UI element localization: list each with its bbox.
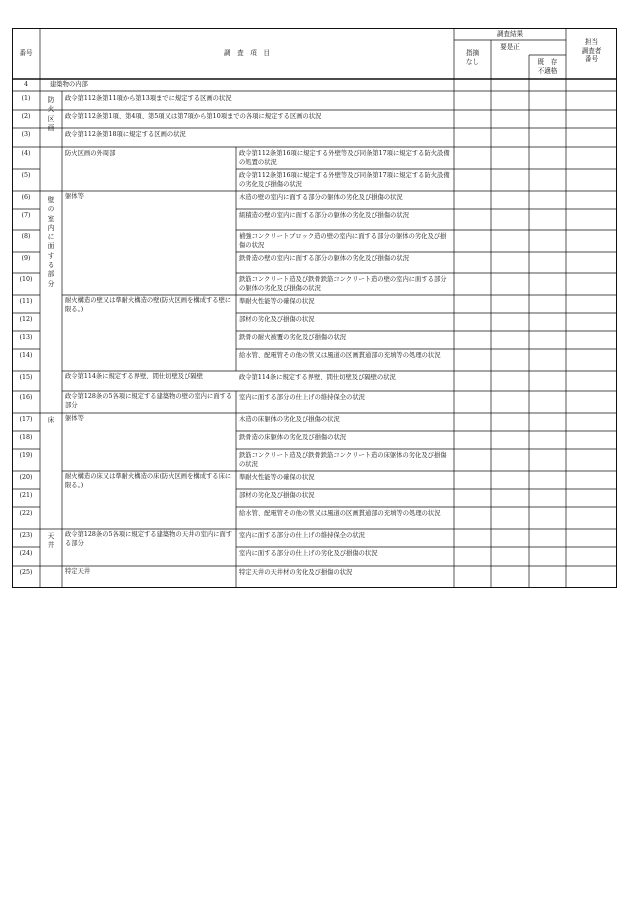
row-number: (3)	[21, 131, 31, 138]
row-item: 組積造の壁の室内に面する部分の躯体の劣化及び損傷の状況	[239, 212, 410, 219]
row-item: 室内に面する部分の仕上げの劣化及び損傷の状況	[239, 550, 378, 557]
row-item: 鉄骨造の壁の室内に面する部分の躯体の劣化及び損傷の状況	[239, 255, 410, 262]
row-number: (2)	[21, 113, 31, 120]
row-item: 政令第112条第1項、第4項、第5項又は第7項から第10項までの各項に規定する区画の状況	[65, 113, 322, 120]
row-number: (24)	[19, 550, 33, 557]
label-wall-body: 躯体等	[65, 193, 84, 200]
row-number: (8)	[21, 233, 31, 240]
row-item: 給水管、配電管その他の管又は風道の区画貫通部の充填等の処理の状況	[239, 510, 441, 517]
row-number: (16)	[19, 394, 33, 401]
row-number: (17)	[19, 416, 33, 423]
header-number: 番号	[19, 49, 33, 57]
row-item: 給水管、配電管その他の管又は風道の区画貫通部の充填等の処理の状況	[239, 352, 441, 359]
row-number: (19)	[19, 452, 33, 459]
row-item: 政令第112条第11項から第13項までに規定する区画の状況	[65, 95, 232, 102]
row-item: 鉄筋コンクリート造及び鉄骨鉄筋コンクリート造の床躯体の劣化及び損傷の状況	[239, 452, 447, 468]
row-item: 政令第112条第16項に規定する外壁等及び同条第17項に規定する防火設備の処置の状況	[239, 150, 450, 166]
row-number: (1)	[21, 95, 31, 102]
row-number: (25)	[19, 569, 33, 576]
section-number: 4	[23, 81, 28, 88]
label-wall-fireproof: 耐火構造の壁又は準耐火構造の壁(防火区画を構成する壁に限る。)	[65, 297, 232, 313]
row-item: 木造の壁の室内に面する部分の躯体の劣化及び損傷の状況	[239, 194, 403, 201]
row-item: 室内に面する部分の仕上げの維持保全の状況	[239, 394, 365, 401]
row-item: 木造の床躯体の劣化及び損傷の状況	[239, 416, 340, 423]
row-number: (4)	[21, 150, 31, 157]
row-item: 準耐火性能等の確保の状況	[239, 298, 315, 305]
row-number: (5)	[21, 172, 31, 179]
row-number: (21)	[19, 492, 33, 499]
row-number: (9)	[21, 255, 31, 262]
row-item: 室内に面する部分の仕上げの維持保全の状況	[239, 532, 365, 539]
label-fire-outer: 防火区画の外周部	[65, 150, 116, 157]
row-number: (13)	[19, 334, 33, 341]
row-item: 政令第112条第16項に規定する外壁等及び同条第17項に規定する防火設備の劣化及び損傷の状況	[239, 172, 450, 188]
row-number: (11)	[19, 298, 33, 305]
row-number: (20)	[19, 474, 33, 481]
header-no-issue: 指摘 なし	[465, 49, 480, 66]
row-number: (23)	[19, 532, 33, 539]
row-item: 補強コンクリートブロック造の壁の室内に面する部分の躯体の劣化及び損傷の状況	[239, 233, 447, 249]
row-item: 特定天井の天井材の劣化及び損傷の状況	[239, 569, 353, 576]
row-item: 準耐火性能等の確保の状況	[239, 474, 315, 481]
label-ceiling-special: 特定天井	[65, 568, 91, 575]
row-number: (12)	[19, 316, 33, 323]
row-number: (22)	[19, 510, 33, 517]
row-item: 部材の劣化及び損傷の状況	[239, 316, 315, 323]
row-item: 鉄骨造の床躯体の劣化及び損傷の状況	[239, 434, 347, 441]
group-ceiling: 天井	[47, 532, 55, 550]
label-floor-body: 躯体等	[65, 415, 84, 422]
row-item: 鉄骨の耐火被覆の劣化及び損傷の状況	[239, 334, 347, 341]
group-floor: 床	[47, 416, 55, 424]
row-number: (6)	[21, 194, 31, 201]
group-fire-compartment: 防火区画	[47, 96, 55, 132]
row-item: 部材の劣化及び損傷の状況	[239, 492, 315, 499]
row-number: (10)	[19, 276, 33, 283]
row-number: (15)	[19, 374, 33, 381]
row-number: (18)	[19, 434, 33, 441]
header-results: 調査結果	[496, 30, 524, 38]
group-walls: 壁の室内に面する部分	[47, 196, 55, 288]
row-item: 政令第114条に規定する界壁、間仕切壁及び隔壁の状況	[239, 374, 396, 381]
header-needs-correction: 要是正	[500, 43, 520, 51]
label-floor-fireproof: 耐火構造の床又は準耐火構造の床(防火区画を構成する床に限る。)	[65, 473, 232, 489]
row-item: 政令第112条第18項に規定する区画の状況	[65, 131, 186, 138]
row-item: 鉄筋コンクリート造及び鉄骨鉄筋コンクリート造の壁の室内に面する部分の躯体の劣化及び損傷の状況	[239, 276, 447, 292]
header-items: 調 査 項 目	[223, 49, 271, 57]
label-wall-128: 政令第128条の5各項に規定する建築物の壁の室内に面する部分	[65, 393, 233, 409]
row-number: (7)	[21, 212, 31, 219]
header-existing-nonconforming: 既 存 不適格	[537, 58, 558, 75]
header-inspector-number: 担当 調査者 番号	[581, 38, 602, 64]
label-ceiling-128: 政令第128条の5各項に規定する建築物の天井の室内に面する部分	[65, 531, 233, 547]
row-number: (14)	[19, 352, 33, 359]
section-title: 建築物の内部	[50, 81, 88, 88]
label-wall-114: 政令第114条に規定する界壁、間仕切壁及び隔壁	[65, 373, 203, 380]
